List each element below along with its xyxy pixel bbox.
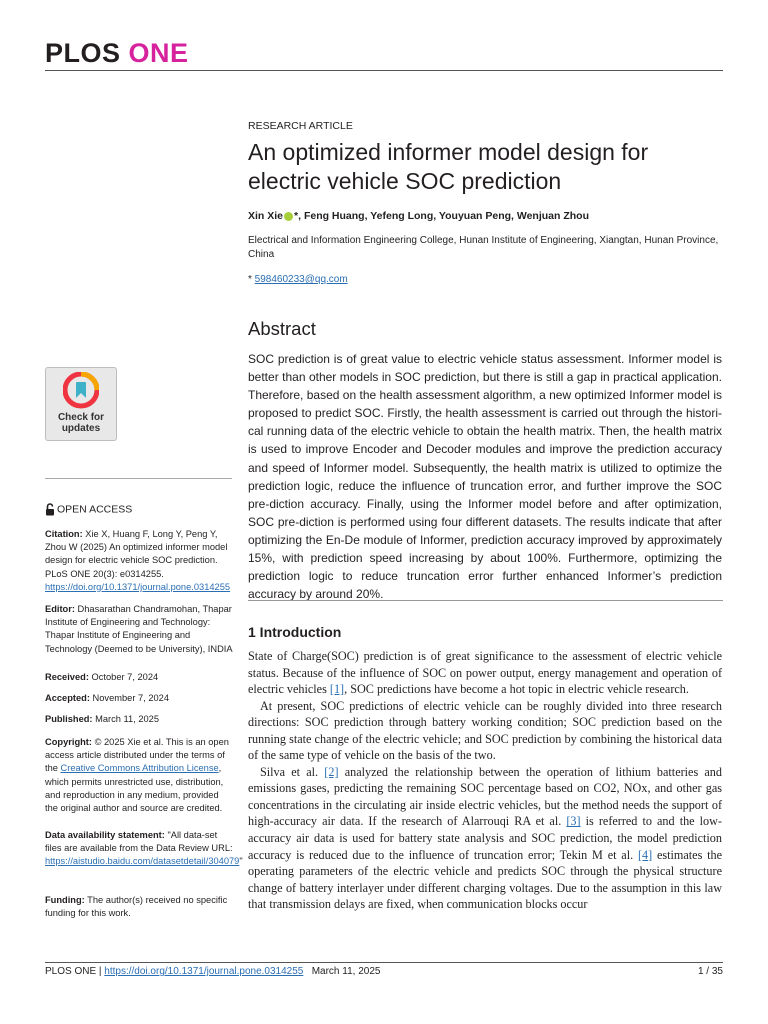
received-label: Received:	[45, 672, 89, 682]
editor-text: Dhasarathan Chandramohan, Thapar Institute of Engineering and Technology: Thapar Institute of Engineering and Technology (Deemed to be University), INDIA	[45, 604, 233, 654]
citation-text: Xie X, Huang F, Long Y, Peng Y, Zhou W (2025) An optimized informer model design for electric vehicle SOC prediction. PLoS ONE 20(3): e0314255.	[45, 529, 228, 579]
data-availability-block	[45, 829, 243, 869]
footer-doi-link[interactable]: https://doi.org/10.1371/journal.pone.0314255	[104, 966, 304, 977]
citation-doi-link[interactable]: https://doi.org/10.1371/journal.pone.0314255	[45, 581, 231, 592]
text: , SOC predictions have become a hot topic in electric vehicle research.	[344, 682, 689, 697]
intro-paragraph-1	[248, 648, 722, 698]
copyright-label: Copyright:	[45, 737, 92, 747]
orcid-icon[interactable]	[284, 212, 293, 221]
author-first-suffix: *,	[294, 210, 304, 222]
received-block	[45, 671, 233, 684]
published-date: March 11, 2025	[92, 714, 160, 724]
received-date: October 7, 2024	[88, 672, 159, 682]
badge-line-2: updates	[61, 423, 101, 434]
open-lock-icon	[45, 503, 55, 516]
corresponding-email	[248, 274, 722, 285]
copyright-block	[45, 736, 233, 815]
badge-label	[46, 412, 116, 434]
text: estimates the operating parameters of the electric vehicle and predicts SOC through the physical structure change of battery interlayer under different charging voltages. Due to the assumption in this law that transmission delays are fixed, when communication blocks occur	[248, 847, 722, 912]
footer-divider	[45, 962, 723, 963]
footer-citation	[45, 966, 380, 977]
journal-logo	[45, 38, 189, 69]
introduction-body	[248, 648, 722, 913]
title-line-1: An optimized informer model design for	[248, 139, 649, 165]
abstract-heading: Abstract	[248, 318, 316, 339]
article-type: RESEARCH ARTICLE	[248, 120, 353, 132]
reference-1-link[interactable]: [1]	[329, 682, 345, 697]
citation-label: Citation:	[45, 529, 83, 539]
funding-block	[45, 894, 233, 920]
copyright-text-b: , which permits unrestricted use, distribution, and reproduction in any medium, provided the original author and source are credited.	[45, 763, 224, 814]
reference-3-link[interactable]: [3]	[566, 814, 581, 829]
check-for-updates-badge[interactable]	[45, 367, 117, 441]
title-line-2: electric vehicle SOC prediction	[248, 168, 562, 194]
accepted-date: November 7, 2024	[89, 693, 170, 703]
article-title	[248, 138, 722, 196]
intro-paragraph-2: At present, SOC predictions of electric vehicle can be roughly divided into three research directions: SOC prediction through battery working condition; SOC prediction based on the running state change of the electric vehicle; and SOC prediction by combining the historical data of the same type of vehicle on the basis of the two.	[248, 698, 722, 763]
section-heading-introduction: 1 Introduction	[248, 624, 342, 640]
email-link[interactable]: 598460233@qq.com	[254, 274, 348, 285]
badge-line-1: Check for	[57, 412, 105, 423]
published-label: Published:	[45, 714, 93, 724]
footer-date: March 11, 2025	[311, 966, 381, 977]
crossmark-icon	[63, 372, 99, 410]
abstract-divider	[248, 600, 723, 601]
funding-label: Funding:	[45, 895, 85, 905]
page-number: 1 / 35	[697, 966, 723, 977]
text: Silva et al.	[260, 764, 325, 779]
license-link[interactable]: Creative Commons Attribution License	[60, 763, 219, 774]
text: analyzed the relationship between the operation of lithium batteries and emissions gases, predicting the remaining SOC percentage based on CO2, NOx, and other gas concentrations in the circulating air inside electric vehicles, but the method needs the support of high-accuracy air data. If the research of Alarrouqi RA et al.	[248, 764, 722, 829]
reference-4-link[interactable]: [4]	[637, 847, 653, 862]
sidebar-divider	[45, 478, 232, 479]
text: is referred to and the low-accuracy air data is used for battery state analysis and SOC prediction, the model prediction accuracy is reduced due to the influence of truncation error; Tekin M et al.	[248, 814, 722, 862]
affiliation: Electrical and Information Engineering College, Hunan Institute of Engineering, Xiangtan, Hunan Province, China	[248, 235, 719, 260]
abstract-text: SOC prediction is of great value to electric vehicle status assessment. Informer model is better than other models in SOC prediction, but there is still a gap in practical application. Therefore, based on the health assessment algorithm, a new optimized Informer model is proposed to predict SOC. Firstly, the health assessment is carried out through the histori-cal running data of the electric vehicle to obtain the health matrix. Then, the health matrix is used to improve Encoder and Decoder modules and improve the prediction accuracy and speed of Informer model. Subsequently, the health matrix is utilized to optimize the prediction logic, reduce the influence of truncation error, and further improve the SOC pre-diction accuracy. Finally, using the Informer model before and after optimization, SOC pre-diction is performed using four different datasets. The results indicate that after optimizing the En-De module of Informer, prediction accuracy improved by approximately 15%, with prediction speed increasing by about 100%. Furthermore, optimizing the prediction logic to reduce truncation error further enhanced Informer’s prediction accuracy by around 20%.	[248, 352, 722, 602]
author-rest: Feng Huang, Yefeng Long, Youyuan Peng, Wenjuan Zhou	[303, 210, 590, 222]
open-access-label	[45, 503, 233, 516]
reference-2-link[interactable]: [2]	[324, 764, 339, 779]
data-availability-label: Data availability statement:	[45, 830, 165, 840]
editor-block	[45, 603, 233, 656]
header-divider	[45, 70, 723, 71]
accepted-block	[45, 692, 233, 705]
intro-paragraph-3	[248, 764, 722, 913]
email-marker: *	[248, 274, 255, 285]
text: State of Charge(SOC) prediction is of great significance to the assessment of electric vehicle status. Because of the influence of SOC on power output, energy management and operation of electric vehicles	[248, 649, 722, 697]
journal-name-part1: PLOS	[45, 38, 121, 68]
footer-separator: |	[96, 966, 105, 977]
open-access-text: OPEN ACCESS	[57, 503, 133, 516]
dataset-link[interactable]: https://aistudio.baidu.com/datasetdetail/304079	[45, 856, 240, 867]
citation-block	[45, 528, 233, 594]
footer-journal: PLOS ONE	[45, 966, 97, 977]
author-list	[248, 210, 722, 222]
editor-label: Editor:	[45, 604, 75, 614]
copyright-text-a: © 2025 Xie et al. This is an open access article distributed under the terms of the	[45, 737, 229, 774]
data-availability-end: "	[239, 856, 243, 867]
data-availability-text: "All data-set files are available from the Data Review URL:	[45, 830, 233, 854]
journal-name-part2: ONE	[128, 38, 189, 68]
published-block	[45, 713, 233, 726]
funding-text: The author(s) received no specific funding for this work.	[45, 895, 228, 919]
author-first[interactable]: Xin Xie	[248, 210, 284, 222]
accepted-label: Accepted:	[45, 693, 90, 703]
